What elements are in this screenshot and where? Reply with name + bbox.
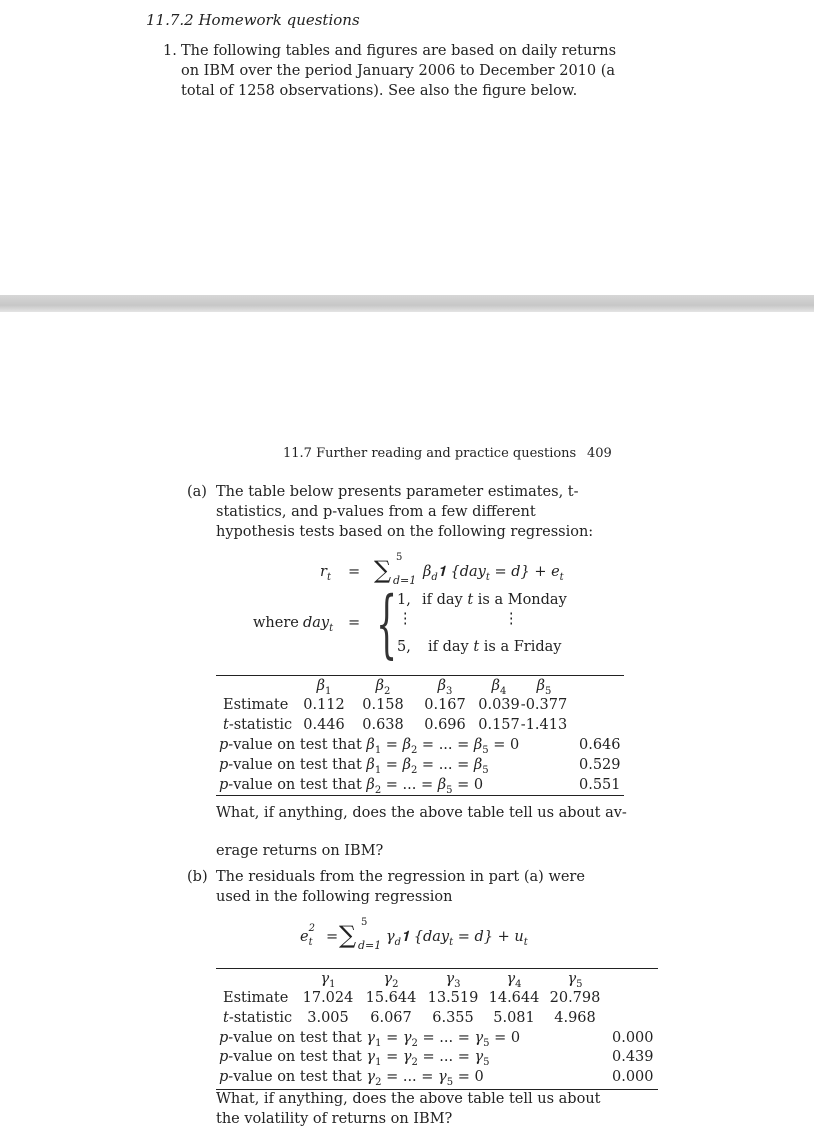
eq-b-rhs: $\gamma_d𝟏$ $\{day_t = d\} + u_t$ [386,929,528,948]
page-number: 409 [587,446,612,461]
table-b-cell: 6.067 [370,1010,412,1026]
table-b-cell: 17.024 [302,990,354,1006]
question-1 [163,41,618,101]
table-b-test-label-3: p-value on test that $\gamma_2$ = ... = $\gamma_5 = 0$ [219,1069,484,1088]
table-a-cell: 0.112 [303,697,345,713]
table-a-cell: 0.696 [424,717,466,733]
left-brace: { [376,581,398,667]
question-number: 1. [163,43,177,59]
where-equals: = [348,615,361,631]
table-b-header-1: $\gamma_1$ [320,971,336,990]
eq-b-equals: = [326,929,339,945]
eq-a-lhs: $r_t$ [320,564,331,583]
table-a-test-label-3: p-value on test that $\beta_2$ = ... = $\beta_5 = 0$ [219,777,484,796]
table-a-cell: -0.377 [520,697,568,713]
table-a-cell: 0.158 [362,697,404,713]
table-b-cell: 13.519 [427,990,479,1006]
table-b-cell: 6.355 [432,1010,474,1026]
part-b-label: (b) [187,869,208,885]
table-a-row-label-2: t-statistic [223,717,293,733]
part-a-label: (a) [187,484,207,500]
table-b-test-label-1: p-value on test that $\gamma_1 = \gamma_2$ = ... = $\gamma_5 = 0$ [219,1030,521,1049]
table-b-test-label-2: p-value on test that $\gamma_1 = \gamma_2$ = ... = $\gamma_5$ [219,1049,490,1068]
table-a-header-5: $\beta_5$ [536,678,552,697]
table-b-cell: 15.644 [365,990,417,1006]
table-a-test-value-2: 0.529 [579,757,621,773]
table-b-row-label-2: t-statistic [223,1010,293,1026]
table-b-header-2: $\gamma_2$ [383,971,399,990]
table-a-header-3: $\beta_3$ [437,678,453,697]
sum-bottom-b: d=1 [358,939,382,952]
sum-top: 5 [396,552,403,563]
part-a-question-line2: erage returns on IBM? [216,843,384,859]
case-vdots-right: ⋮ [504,611,519,627]
table-b-test-value-3: 0.000 [612,1069,654,1085]
table-a-cell: 0.157 [478,717,520,733]
running-header-title: 11.7 Further reading and practice questions [283,446,577,461]
case-5-num: 5, [397,639,411,655]
case-1-num: 1, [397,592,411,608]
question-text: The following tables and figures are based on daily returns on IBM over the period January 2006 to December 2010 (a total of 1258 observations). See also the figure below. [181,43,617,99]
table-b-row-label-1: Estimate [223,990,289,1006]
eq-b-lhs: e 2 $_t$ [300,923,315,948]
table-a-header-2: $\beta_2$ [375,678,391,697]
table-b-cell: 5.081 [493,1010,535,1026]
table-b-header-5: $\gamma_5$ [567,971,583,990]
table-a-top-rule [216,675,624,676]
case-vdots-left: ⋮ [398,611,413,627]
table-b-cell: 3.005 [307,1010,349,1026]
table-a-test-label-1: p-value on test that $\beta_1 = \beta_2$ = ... = $\beta_5 = 0$ [219,737,520,756]
eq-a-rhs: $\beta_d𝟏$ $\{day_t = d\} + e_t$ [423,564,564,583]
case-1-text: if day t is a Monday [422,592,567,608]
table-b-header-4: $\gamma_4$ [506,971,522,990]
part-b-question: What, if anything, does the above table tell us about the volatility of returns on IBM? [216,1091,601,1127]
sum-bottom: d=1 [393,574,417,587]
table-a-bottom-rule [216,795,624,796]
table-a-test-value-1: 0.646 [579,737,621,753]
table-a-cell: -1.413 [520,717,568,733]
where-var: day$_t$ [303,615,334,634]
table-b-test-value-2: 0.439 [612,1049,654,1065]
table-a-cell: 0.638 [362,717,404,733]
table-a-cell: 0.039 [478,697,520,713]
table-a-cell: 0.446 [303,717,345,733]
page-divider [0,295,814,312]
table-a-header-1: $\beta_1$ [316,678,332,697]
table-a-test-label-2: p-value on test that $\beta_1 = \beta_2$ = ... = $\beta_5$ [219,757,489,776]
table-a-header-4: $\beta_4$ [491,678,507,697]
sum-top-b: 5 [361,917,368,928]
part-b-text: The residuals from the regression in part (a) were used in the following regression [216,869,585,905]
table-b-header-3: $\gamma_3$ [445,971,461,990]
table-b-top-rule [216,968,658,969]
table-b-cell: 20.798 [549,990,601,1006]
part-a-text: The table below presents parameter estimates, t-statistics, and p-values from a few different hypothesis tests based on the following regression: [216,484,594,540]
table-b-cell: 4.968 [554,1010,596,1026]
table-a-test-value-3: 0.551 [579,777,621,793]
section-title: 11.7.2 Homework questions [146,11,360,29]
eq-a-equals: = [348,564,361,580]
table-a-cell: 0.167 [424,697,466,713]
case-5-text: if day t is a Friday [428,639,562,655]
sum-symbol-b: ∑ [339,921,357,949]
table-b-test-value-1: 0.000 [612,1030,654,1046]
part-a-question-line1: What, if anything, does the above table tell us about av- [216,805,627,821]
where-label: where [253,615,299,631]
sum-symbol: ∑ [374,556,392,584]
table-b-cell: 14.644 [488,990,540,1006]
table-a-row-label-1: Estimate [223,697,289,713]
